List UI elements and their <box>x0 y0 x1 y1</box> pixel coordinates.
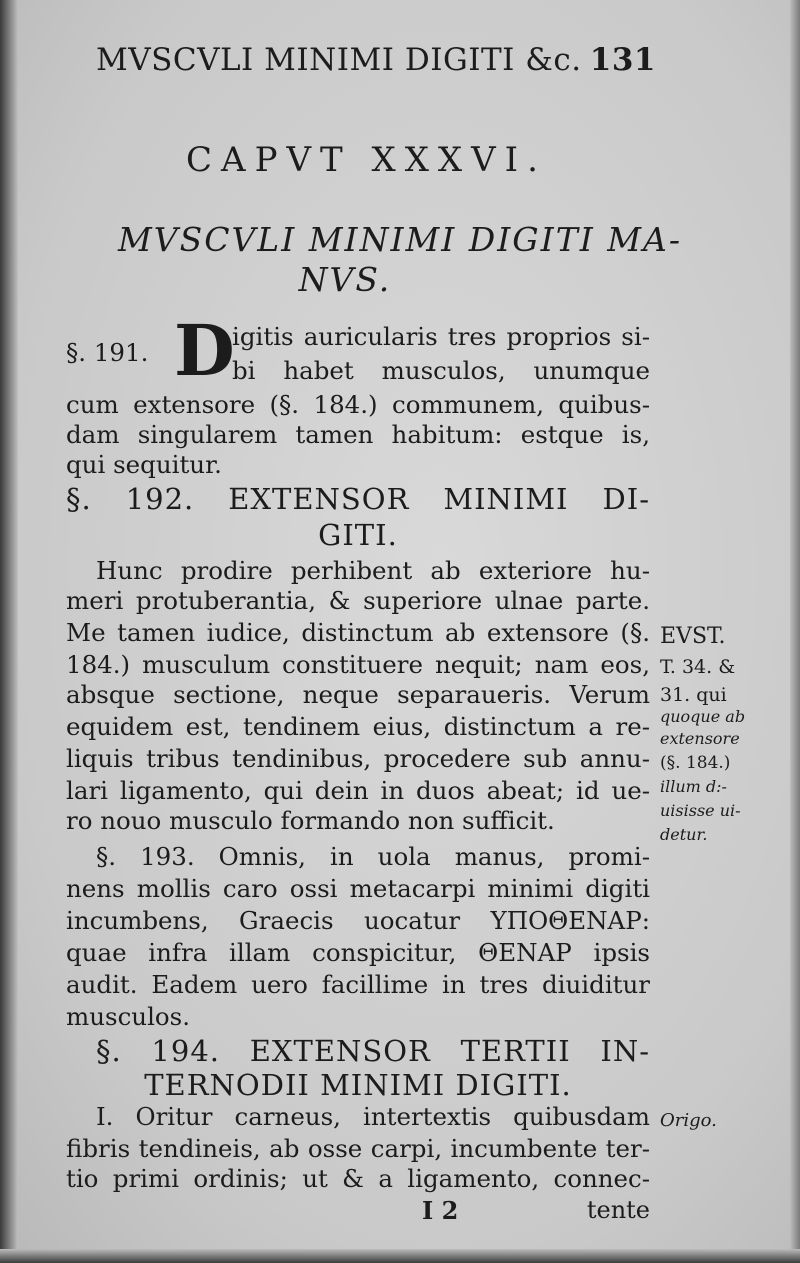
text-line: bi habet musculos, unumque <box>232 356 650 385</box>
text-line: tio primi ordinis; ut & a ligamento, connec- <box>66 1164 650 1193</box>
drop-cap: D <box>174 309 235 392</box>
margin-note-line: illum d:- <box>660 777 727 796</box>
margin-note-line: T. 34. & <box>660 656 736 678</box>
text-line: nens mollis caro ossi metacarpi minimi digiti <box>66 874 650 903</box>
margin-note-line: (§. 184.) <box>660 753 731 773</box>
text-line: lari ligamento, qui dein in duos abeat; id ue- <box>66 776 650 805</box>
text-line: igitis auricularis tres proprios si- <box>232 322 650 351</box>
text-line: incumbens, Graecis uocatur ΥΠΟΘΕΝΑΡ: <box>66 906 650 935</box>
heading-line: GITI. <box>318 518 398 552</box>
page-bottom-edge <box>0 1249 800 1263</box>
text-line: dam singularem tamen habitum: estque is, <box>66 420 650 449</box>
text-line: audit. Eadem uero facillime in tres diuiditur <box>66 970 650 999</box>
text-line: ro nouo musculo formando non sufficit. <box>66 806 555 835</box>
running-head-title: MVSCVLI MINIMI DIGITI &c. <box>96 42 582 78</box>
margin-note-line: uisisse ui- <box>660 801 741 820</box>
margin-note-line: extensore <box>660 729 740 748</box>
margin-note-194: Origo. <box>660 1110 717 1131</box>
heading-line: TERNODII MINIMI DIGITI. <box>144 1068 572 1102</box>
text-line: qui sequitur. <box>66 450 222 479</box>
chapter-title: CAPVT XXXVI. <box>186 140 547 180</box>
text-line: fibris tendineis, ab osse carpi, incumbente ter- <box>66 1134 650 1163</box>
text-line: liquis tribus tendinibus, procedere sub annu- <box>66 744 650 773</box>
heading-line: §. 192. EXTENSOR MINIMI DI- <box>66 482 650 516</box>
text-line: meri protuberantia, & superiore ulnae parte. <box>66 586 650 615</box>
text-line: Me tamen iudice, distinctum ab extensore (§. <box>66 618 650 647</box>
catchword: tente <box>586 1196 650 1224</box>
text-line: cum extensore (§. 184.) communem, quibus- <box>66 390 650 419</box>
text-line: equidem est, tendinem eius, distinctum a re- <box>66 712 650 741</box>
text-line: musculos. <box>66 1002 191 1031</box>
margin-note-line: 31. qui <box>660 684 727 706</box>
heading-line: §. 194. EXTENSOR TERTII IN- <box>96 1034 650 1068</box>
signature-mark: I 2 <box>422 1196 459 1225</box>
chapter-subtitle-line-1: MVSCVLI MINIMI DIGITI MA- <box>118 220 682 259</box>
text-line: 184.) musculum constituere nequit; nam eos, <box>66 650 650 679</box>
text-line: §. 193. Omnis, in uola manus, promi- <box>96 842 650 871</box>
page-right-edge <box>790 0 800 1263</box>
chapter-subtitle-line-2: NVS. <box>298 260 392 299</box>
page-number: 131 <box>589 42 656 78</box>
text-line: quae infra illam conspicitur, ΘΕΝΑΡ ipsis <box>66 938 650 967</box>
margin-note-line: quoque ab <box>660 707 746 726</box>
section-number-191: §. 191. <box>66 338 149 367</box>
text-line: Hunc prodire perhibent ab exteriore hu- <box>96 556 650 585</box>
text-line: absque sectione, neque separaueris. Verum <box>66 680 650 709</box>
margin-note-line: EVST. <box>660 624 726 649</box>
page-gutter-shadow <box>0 0 18 1263</box>
margin-note-line: detur. <box>660 825 708 844</box>
text-line: I. Oritur carneus, intertextis quibusdam <box>96 1102 650 1131</box>
